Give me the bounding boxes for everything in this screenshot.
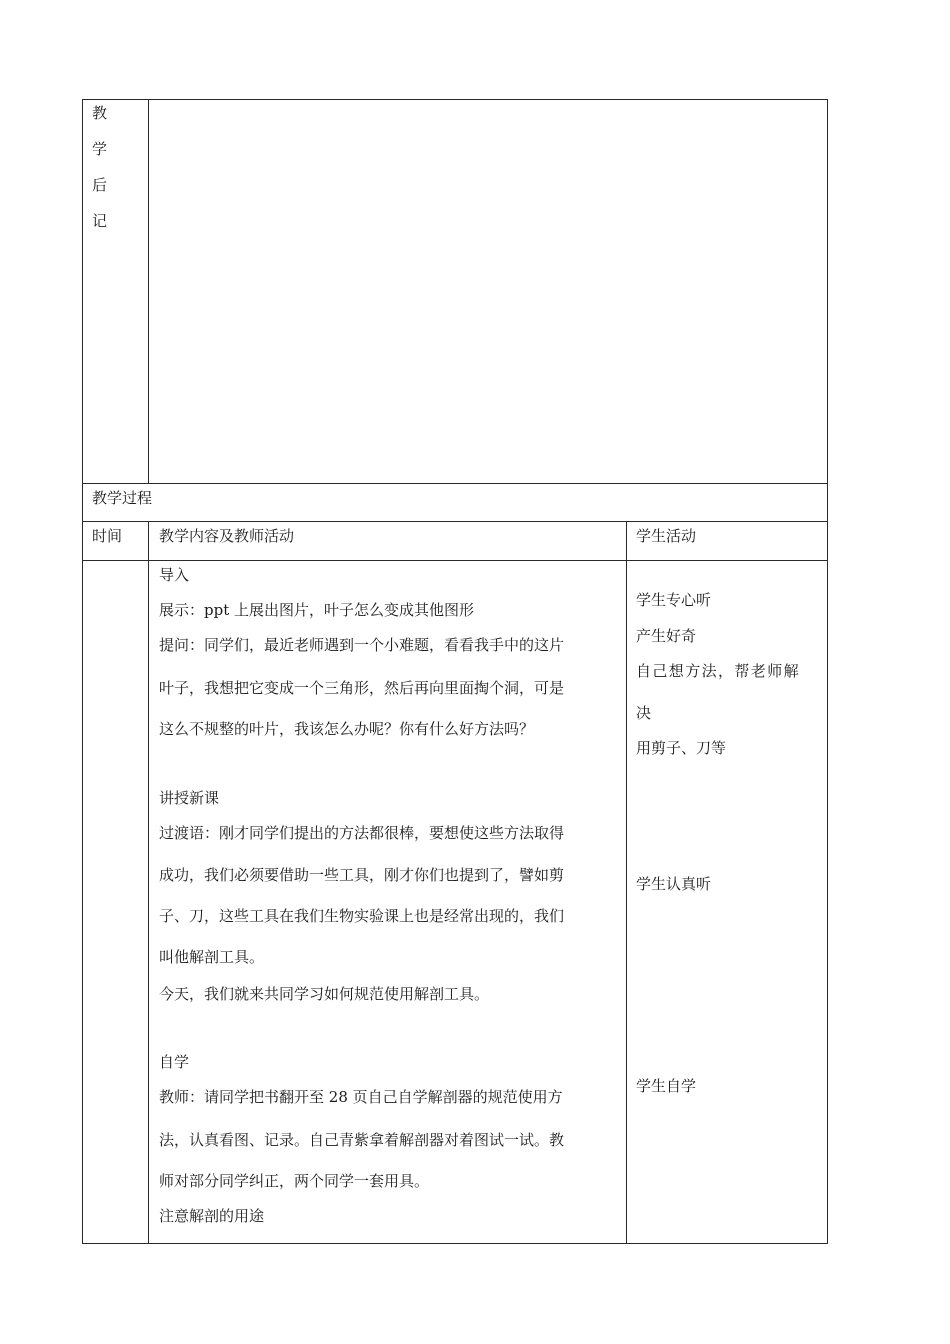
content-line: 今天，我们就来共同学习如何规范使用解剖工具。 [159, 985, 490, 1003]
content-line: 子、刀，这些工具在我们生物实验课上也是经常出现的，我们 [159, 907, 565, 925]
student-line: 学生自学 [636, 1077, 697, 1095]
content-heading-intro: 导入 [159, 566, 190, 584]
postscript-char: 记 [92, 212, 108, 230]
student-line: 用剪子、刀等 [636, 739, 727, 757]
student-line: 自己想方法，帮老师解 [636, 662, 801, 680]
content-line: 注意解剖的用途 [159, 1207, 265, 1225]
border-col-1-top [148, 99, 149, 484]
content-line: 法，认真看图、记录。自己青紫拿着解剖器对着图试一试。教 [159, 1131, 565, 1149]
content-line: 展示：ppt 上展出图片，叶子怎么变成其他图形 [159, 601, 475, 619]
content-line: 成功，我们必须要借助一些工具，刚才你们也提到了，譬如剪 [159, 866, 565, 884]
content-line: 师对部分同学纠正，两个同学一套用具。 [159, 1172, 430, 1190]
border-row-2 [82, 521, 828, 522]
content-line: 教师：请同学把书翻开至 28 页自己自学解剖器的规范使用方 [159, 1088, 563, 1106]
border-top [82, 99, 828, 100]
border-row-3 [82, 560, 828, 561]
content-line: 提问：同学们，最近老师遇到一个小难题，看看我手中的这片 [159, 636, 565, 654]
postscript-char: 学 [92, 140, 108, 158]
postscript-char: 教 [92, 104, 108, 122]
section-title: 教学过程 [92, 489, 153, 507]
content-line: 过渡语：刚才同学们提出的方法都很棒，要想使这些方法取得 [159, 824, 565, 842]
content-heading-new-lesson: 讲授新课 [159, 789, 220, 807]
border-col-2 [626, 521, 627, 1244]
header-content: 教学内容及教师活动 [159, 527, 295, 545]
header-time: 时间 [92, 527, 123, 545]
student-line: 学生认真听 [636, 875, 712, 893]
student-line: 决 [636, 704, 652, 722]
content-line: 叫他解剖工具。 [159, 948, 265, 966]
border-col-1-bottom [148, 521, 149, 1244]
content-line: 叶子，我想把它变成一个三角形，然后再向里面掏个洞，可是 [159, 679, 565, 697]
border-left [82, 99, 83, 1244]
border-bottom [82, 1243, 828, 1244]
border-row-1 [82, 483, 828, 484]
postscript-char: 后 [92, 176, 108, 194]
student-line: 学生专心听 [636, 591, 712, 609]
content-heading-self-study: 自学 [159, 1053, 190, 1071]
header-student: 学生活动 [636, 527, 697, 545]
content-line: 这么不规整的叶片，我该怎么办呢？你有什么好方法吗？ [159, 720, 535, 738]
border-right [827, 99, 828, 1244]
student-line: 产生好奇 [636, 627, 697, 645]
